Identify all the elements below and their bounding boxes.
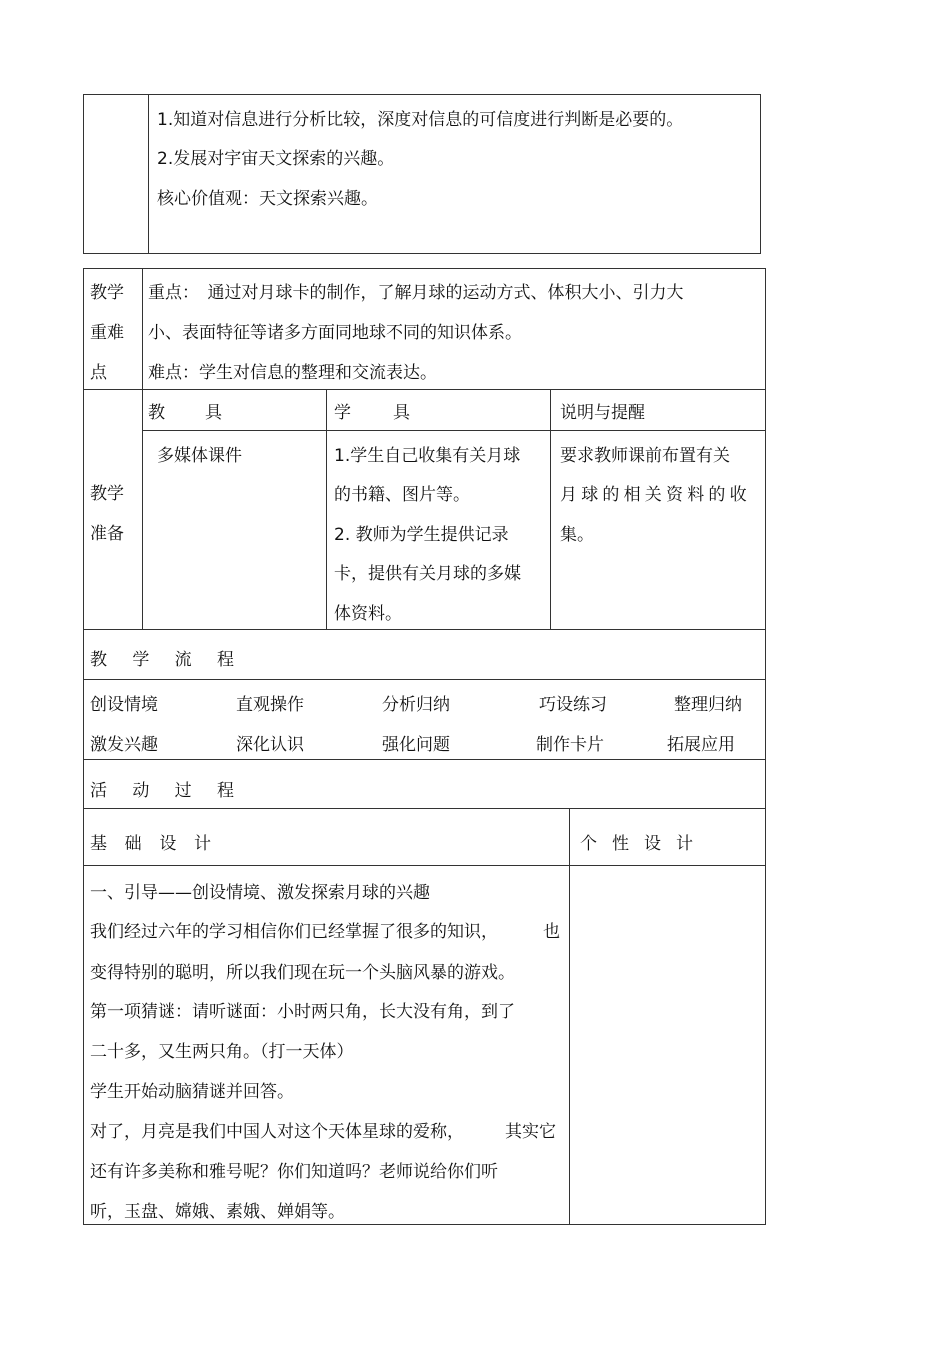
student-tools-line: 2. 教师为学生提供记录 <box>334 525 509 545</box>
objective-line-2: 2.发展对宇宙天文探索的兴趣。 <box>157 149 395 169</box>
content-line: 变得特别的聪明，所以我们现在玩一个头脑风暴的游戏。 <box>90 963 515 983</box>
student-tools-line: 体资料。 <box>334 604 402 624</box>
col-rule <box>326 389 327 630</box>
row-rule <box>83 865 766 866</box>
flow-step: 强化问题 <box>382 735 450 755</box>
flow-step: 激发兴趣 <box>90 735 158 755</box>
flow-step: 巧设练习 <box>539 695 607 715</box>
row-rule <box>142 430 766 431</box>
key-point-line-1: 重点： 通过对月球卡的制作，了解月球的运动方式、体积大小、引力大 <box>148 283 684 303</box>
col-rule <box>569 808 570 1225</box>
preparation-label: 教学 <box>90 484 124 504</box>
notes-line: 月球的相关资料的收 <box>560 485 751 505</box>
content-line: 也 <box>543 922 560 942</box>
personal-design-header: 个 性 设 计 <box>580 834 693 854</box>
teacher-tools-header: 教 具 <box>148 403 222 423</box>
flow-step: 分析归纳 <box>382 695 450 715</box>
content-line: 我们经过六年的学习相信你们已经掌握了很多的知识， <box>90 922 498 942</box>
student-tools-line: 1.学生自己收集有关月球 <box>334 446 521 466</box>
row-rule <box>83 808 766 809</box>
flow-step: 制作卡片 <box>536 735 604 755</box>
key-difficult-label: 重难 <box>90 323 124 343</box>
flow-step: 创设情境 <box>90 695 158 715</box>
objective-line-1: 1.知道对信息进行分析比较，深度对信息的可信度进行判断是必要的。 <box>157 110 684 130</box>
content-line: 对了，月亮是我们中国人对这个天体星球的爱称， <box>90 1122 464 1142</box>
content-line: 第一项猜谜：请听谜面：小时两只角，长大没有角，到了 <box>90 1002 515 1022</box>
notes-line: 要求教师课前布置有关 <box>560 446 730 466</box>
key-point-line-2: 小、表面特征等诸多方面同地球不同的知识体系。 <box>148 323 522 343</box>
difficult-point: 难点：学生对信息的整理和交流表达。 <box>148 363 437 383</box>
content-line: 还有许多美称和雅号呢？你们知道吗？老师说给你们听 <box>90 1162 498 1182</box>
core-values: 核心价值观：天文探索兴趣。 <box>157 189 378 209</box>
preparation-label: 准备 <box>90 524 124 544</box>
student-tools-line: 卡，提供有关月球的多媒 <box>334 564 521 584</box>
col-rule <box>142 268 143 630</box>
objectives-divider <box>148 94 149 254</box>
activity-title: 活 动 过 程 <box>90 781 234 801</box>
notes-header: 说明与提醒 <box>560 403 645 423</box>
teacher-tools: 多媒体课件 <box>157 446 242 466</box>
row-rule <box>83 629 766 630</box>
flow-step: 深化认识 <box>236 735 304 755</box>
flow-step: 整理归纳 <box>674 695 742 715</box>
flow-step: 直观操作 <box>236 695 304 715</box>
row-rule <box>83 679 766 680</box>
key-difficult-label: 点 <box>90 363 107 383</box>
flow-title: 教 学 流 程 <box>90 650 234 670</box>
flow-step: 拓展应用 <box>667 735 735 755</box>
content-line: 学生开始动脑猜谜并回答。 <box>90 1082 294 1102</box>
student-tools-line: 的书籍、图片等。 <box>334 485 470 505</box>
content-line: 二十多，又生两只角。（打一天体） <box>90 1042 354 1062</box>
basic-design-header: 基 础 设 计 <box>90 834 211 854</box>
key-difficult-label: 教学 <box>90 283 124 303</box>
row-rule <box>83 759 766 760</box>
col-rule <box>550 389 551 630</box>
student-tools-header: 学 具 <box>334 403 410 423</box>
row-rule <box>83 389 766 390</box>
section-heading: 一、引导——创设情境、激发探索月球的兴趣 <box>90 883 430 903</box>
content-line: 其实它 <box>505 1122 556 1142</box>
notes-line: 集。 <box>560 525 594 545</box>
content-line: 听，玉盘、嫦娥、素娥、婵娟等。 <box>90 1202 345 1222</box>
